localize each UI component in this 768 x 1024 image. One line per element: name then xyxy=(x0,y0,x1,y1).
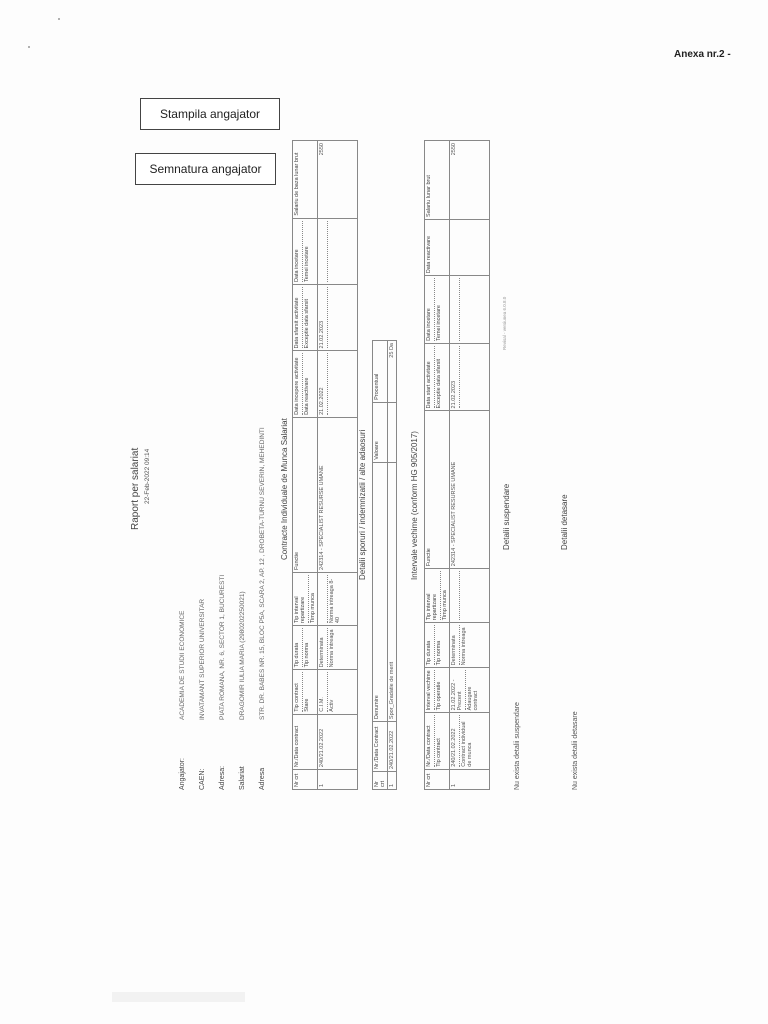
field-row xyxy=(232,150,252,790)
cell xyxy=(450,276,490,344)
rotated-report xyxy=(130,130,690,790)
employer-stamp-box: Stampila angajator xyxy=(140,98,280,130)
header-cell: Tip interval repartizare Timp munca xyxy=(425,569,450,623)
report-fields xyxy=(172,150,272,790)
cell xyxy=(450,569,490,623)
report-date: 22-Feb-2022 09:14 xyxy=(144,448,151,504)
header-cell: Nr crt xyxy=(425,769,450,789)
cell: 242314 - SPECIALIST RESURSE UMANE xyxy=(318,417,358,572)
cell: 2550 xyxy=(318,141,358,219)
vechime-table xyxy=(424,140,490,790)
header-cell: Valoare xyxy=(373,402,388,462)
cell: 21.02.2022 - Prezent Adaugare contract xyxy=(450,668,490,713)
cell: Determinata Norma intreaga xyxy=(450,623,490,668)
scan-speck xyxy=(58,18,60,20)
cell: 240/21.02.2022 xyxy=(318,714,358,769)
header-cell: Data incetare Temei incetare xyxy=(293,218,318,284)
header-cell: Data start activitate Exceptie data sfarsit xyxy=(425,343,450,411)
field-label: Adresa xyxy=(258,767,266,790)
field-value: ACADEMIA DE STUDII ECONOMICE xyxy=(178,610,186,720)
field-label: CAEN: xyxy=(198,768,206,790)
cell: 1 xyxy=(450,769,490,789)
header-cell: Functie xyxy=(293,417,318,572)
scan-speck xyxy=(28,46,30,48)
detasare-note: Nu exista detalii detasare xyxy=(572,711,579,790)
table-row xyxy=(388,341,397,790)
field-value: STR. DR. BABES NR. 15, BLOC P5A, SCARA 2, AP. 12 , DROBETA-TURNU SEVERIN, MEHEDINTI xyxy=(258,427,266,720)
cell: Spor_Gradatie de merit xyxy=(388,462,397,721)
header-cell: Procentual xyxy=(373,341,388,403)
cell: 25 Da xyxy=(388,341,397,403)
field-row xyxy=(252,150,272,790)
header-cell: Tip durata Tip norma xyxy=(293,626,318,670)
cell: Norma intreaga 8-40 xyxy=(318,572,358,625)
header-cell: Nr./Data contract Tip contract xyxy=(425,713,450,769)
field-value: PIATA ROMANA, NR. 6, SECTOR 1, BUCURESTI xyxy=(218,574,226,720)
field-row xyxy=(212,150,232,790)
field-row xyxy=(172,150,192,790)
header-cell: Salariu de baza lunar brut xyxy=(293,141,318,219)
cell: 21.02.2022 xyxy=(318,351,358,417)
revisal-version: Revisal - versiunea 6.0.8.0 xyxy=(502,296,507,350)
cell xyxy=(450,219,490,275)
cell xyxy=(318,218,358,284)
cell: 21.02.2023 xyxy=(450,343,490,411)
contracts-title: Contracte Individuale de Munca Salariat xyxy=(280,418,289,560)
field-value: DRAGOMIR IULIA MARIA (2980202250021) xyxy=(238,591,246,720)
field-label: Adresa: xyxy=(218,765,226,790)
cell: C.I.M. Activ xyxy=(318,670,358,714)
annex-label: Anexa nr.2 - xyxy=(674,49,731,60)
header-cell: Nr./Data Contract xyxy=(373,722,388,772)
suspendare-title: Detalii suspendare xyxy=(502,483,511,550)
table-header-row xyxy=(425,141,450,790)
sporuri-table xyxy=(372,340,397,790)
cell: Determinata Norma intreaga xyxy=(318,626,358,670)
header-cell: Data reactivare xyxy=(425,219,450,275)
header-cell: Nr./Data contract xyxy=(293,714,318,769)
header-cell: Data incepere activitate Data reactivare xyxy=(293,351,318,417)
report-title: Raport per salariat xyxy=(130,447,141,530)
header-cell: Denumire xyxy=(373,462,388,721)
table-header-row xyxy=(293,141,318,790)
table-header-row xyxy=(373,341,388,790)
field-label: Salariat xyxy=(238,766,246,790)
table-row xyxy=(450,141,490,790)
header-cell: Salariu lunar brut xyxy=(425,141,450,220)
employer-signature-box: Semnatura angajator xyxy=(135,153,276,185)
cell xyxy=(388,402,397,462)
header-cell: Tip durata Tip norma xyxy=(425,623,450,668)
header-cell: Data incetare Temei incetare xyxy=(425,276,450,344)
field-label: Angajator: xyxy=(178,758,186,790)
cell: 242314 - SPECIALIST RESURSE UMANE xyxy=(450,411,490,569)
header-cell: Functie xyxy=(425,411,450,569)
header-cell: Tip contract Stare xyxy=(293,670,318,714)
cell: 21.02.2023 xyxy=(318,285,358,351)
header-cell: Tip interval repartizare Timp munca xyxy=(293,572,318,625)
sporuri-title: Detalii sporuri / indemnizatii / alte adaosuri xyxy=(358,429,367,580)
header-cell: Interval vechime Tip operatie xyxy=(425,668,450,713)
cell: 1 xyxy=(318,770,358,790)
suspendare-note: Nu exista detalii suspendare xyxy=(514,702,521,790)
cell: 240/21.02.2022 xyxy=(388,722,397,772)
scan-shadow xyxy=(112,992,245,1002)
table-row xyxy=(318,141,358,790)
field-row xyxy=(192,150,212,790)
field-value: INVATAMANT SUPERIOR UNIVERSITAR xyxy=(198,598,206,720)
detasare-title: Detalii detasare xyxy=(560,494,569,550)
vechime-title: Intervale vechime (conform HG 905/2017) xyxy=(410,431,419,580)
header-cell: Nr crt xyxy=(373,772,388,790)
contracts-table xyxy=(292,140,358,790)
cell: 2550 xyxy=(450,141,490,220)
header-cell: Data sfarsit activitate Exceptie data sfarsit xyxy=(293,285,318,351)
cell: 240/21.02.2022 Contract individual de munca xyxy=(450,713,490,769)
header-cell: Nr crt xyxy=(293,770,318,790)
cell: 1 xyxy=(388,772,397,790)
